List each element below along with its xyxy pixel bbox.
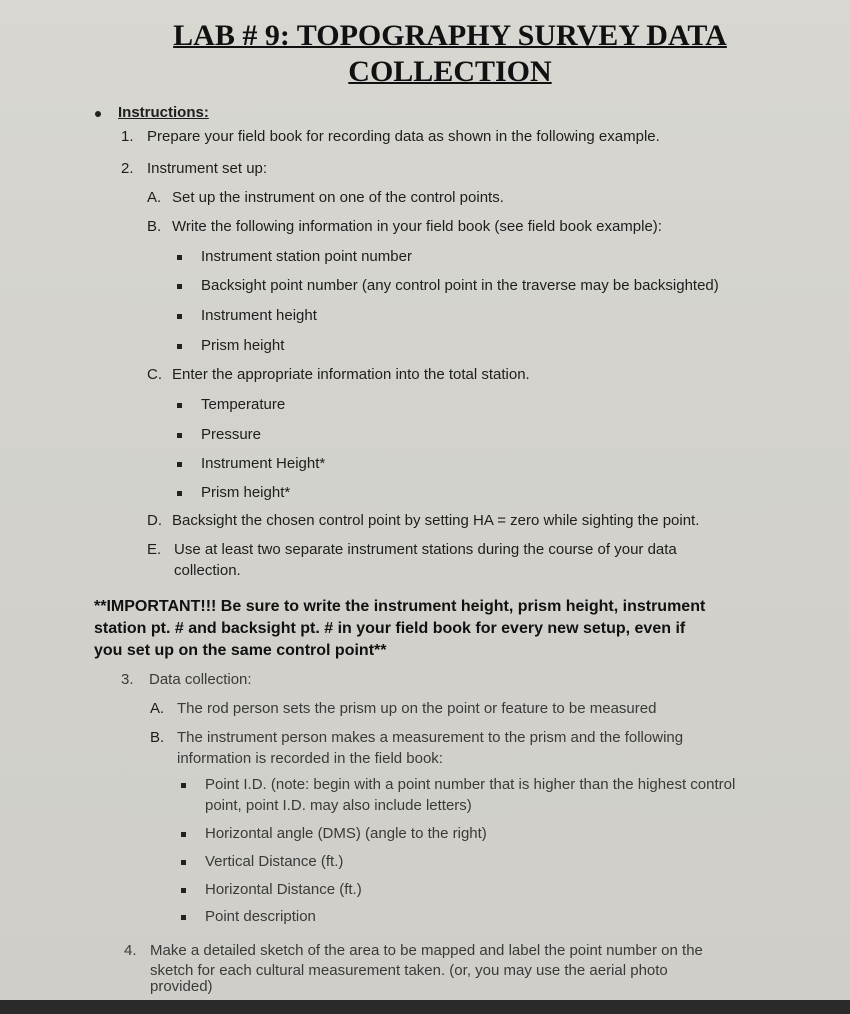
step3b-item: Vertical Distance (ft.) [205,853,344,870]
square-bullet-icon [181,888,186,893]
square-bullet-icon [177,491,182,496]
step2e-text-line1: Use at least two separate instrument stations during the course of your data [174,541,677,558]
step3-text: Data collection: [149,671,252,688]
step2e-text-line2: collection. [174,562,241,579]
step2d-text: Backsight the chosen control point by setting HA = zero while sighting the point. [172,512,700,529]
square-bullet-icon [177,284,182,289]
square-bullet-icon [181,915,186,920]
step1-text: Prepare your field book for recording data as shown in the following example. [147,128,660,145]
step2a-text: Set up the instrument on one of the control points. [172,189,504,206]
step2b-letter: B. [147,218,162,235]
step3b-text-line1: The instrument person makes a measurement to the prism and the following [177,729,684,746]
page-bottom-edge [0,1000,850,1014]
square-bullet-icon [177,255,182,260]
step3b-item: Horizontal Distance (ft.) [205,881,362,898]
square-bullet-icon [181,783,186,788]
step3b-letter: B. [150,729,165,746]
square-bullet-icon [177,344,182,349]
step3b-item: Horizontal angle (DMS) (angle to the right) [205,825,487,842]
step2b-item: Backsight point number (any control point in the traverse may be backsighted) [201,277,719,294]
square-bullet-icon [181,860,186,865]
step4-text-line1: Make a detailed sketch of the area to be mapped and label the point number on the [150,942,703,959]
bullet-dot-icon [95,111,101,117]
square-bullet-icon [177,462,182,467]
step3a-text: The rod person sets the prism up on the point or feature to be measured [177,700,657,717]
square-bullet-icon [181,832,186,837]
step2-text: Instrument set up: [147,160,268,177]
step3a-letter: A. [150,700,165,717]
step2c-item: Temperature [201,396,286,413]
step2-number: 2. [121,160,134,177]
step4-number: 4. [124,942,137,959]
step2c-letter: C. [147,366,162,383]
step3b-item1-line1: Point I.D. (note: begin with a point number that is higher than the highest control [205,776,736,793]
step1-number: 1. [121,128,134,145]
step2a-letter: A. [147,189,162,206]
important-note-line3: you set up on the same control point** [94,642,387,659]
square-bullet-icon [177,314,182,319]
step3-number: 3. [121,671,134,688]
title-line-2: COLLECTION [348,55,552,88]
step2d-letter: D. [147,512,162,529]
step2b-item: Prism height [201,337,285,354]
title-line-1: LAB # 9: TOPOGRAPHY SURVEY DATA [173,19,727,52]
step4-text-line2: sketch for each cultural measurement taken. (or, you may use the aerial photo [150,962,668,979]
step3b-item1-line2: point, point I.D. may also include letters) [205,797,472,814]
step3b-text-line2: information is recorded in the field book: [177,750,443,767]
step3b-item: Point description [205,908,316,925]
step2c-item: Instrument Height* [201,455,326,472]
step4-text-line3: provided) [150,978,213,995]
step2b-item: Instrument height [201,307,317,324]
square-bullet-icon [177,403,182,408]
square-bullet-icon [177,433,182,438]
step2c-item: Pressure [201,426,262,443]
step2c-text: Enter the appropriate information into the total station. [172,366,530,383]
instructions-heading: Instructions: [118,104,209,121]
important-note-line2: station pt. # and backsight pt. # in your field book for every new setup, even if [94,620,686,637]
step2c-item: Prism height* [201,484,291,501]
important-note-line1: **IMPORTANT!!! Be sure to write the instrument height, prism height, instrument [94,598,706,615]
step2b-item: Instrument station point number [201,248,412,265]
step2b-text: Write the following information in your field book (see field book example): [172,218,662,235]
step2e-letter: E. [147,541,162,558]
